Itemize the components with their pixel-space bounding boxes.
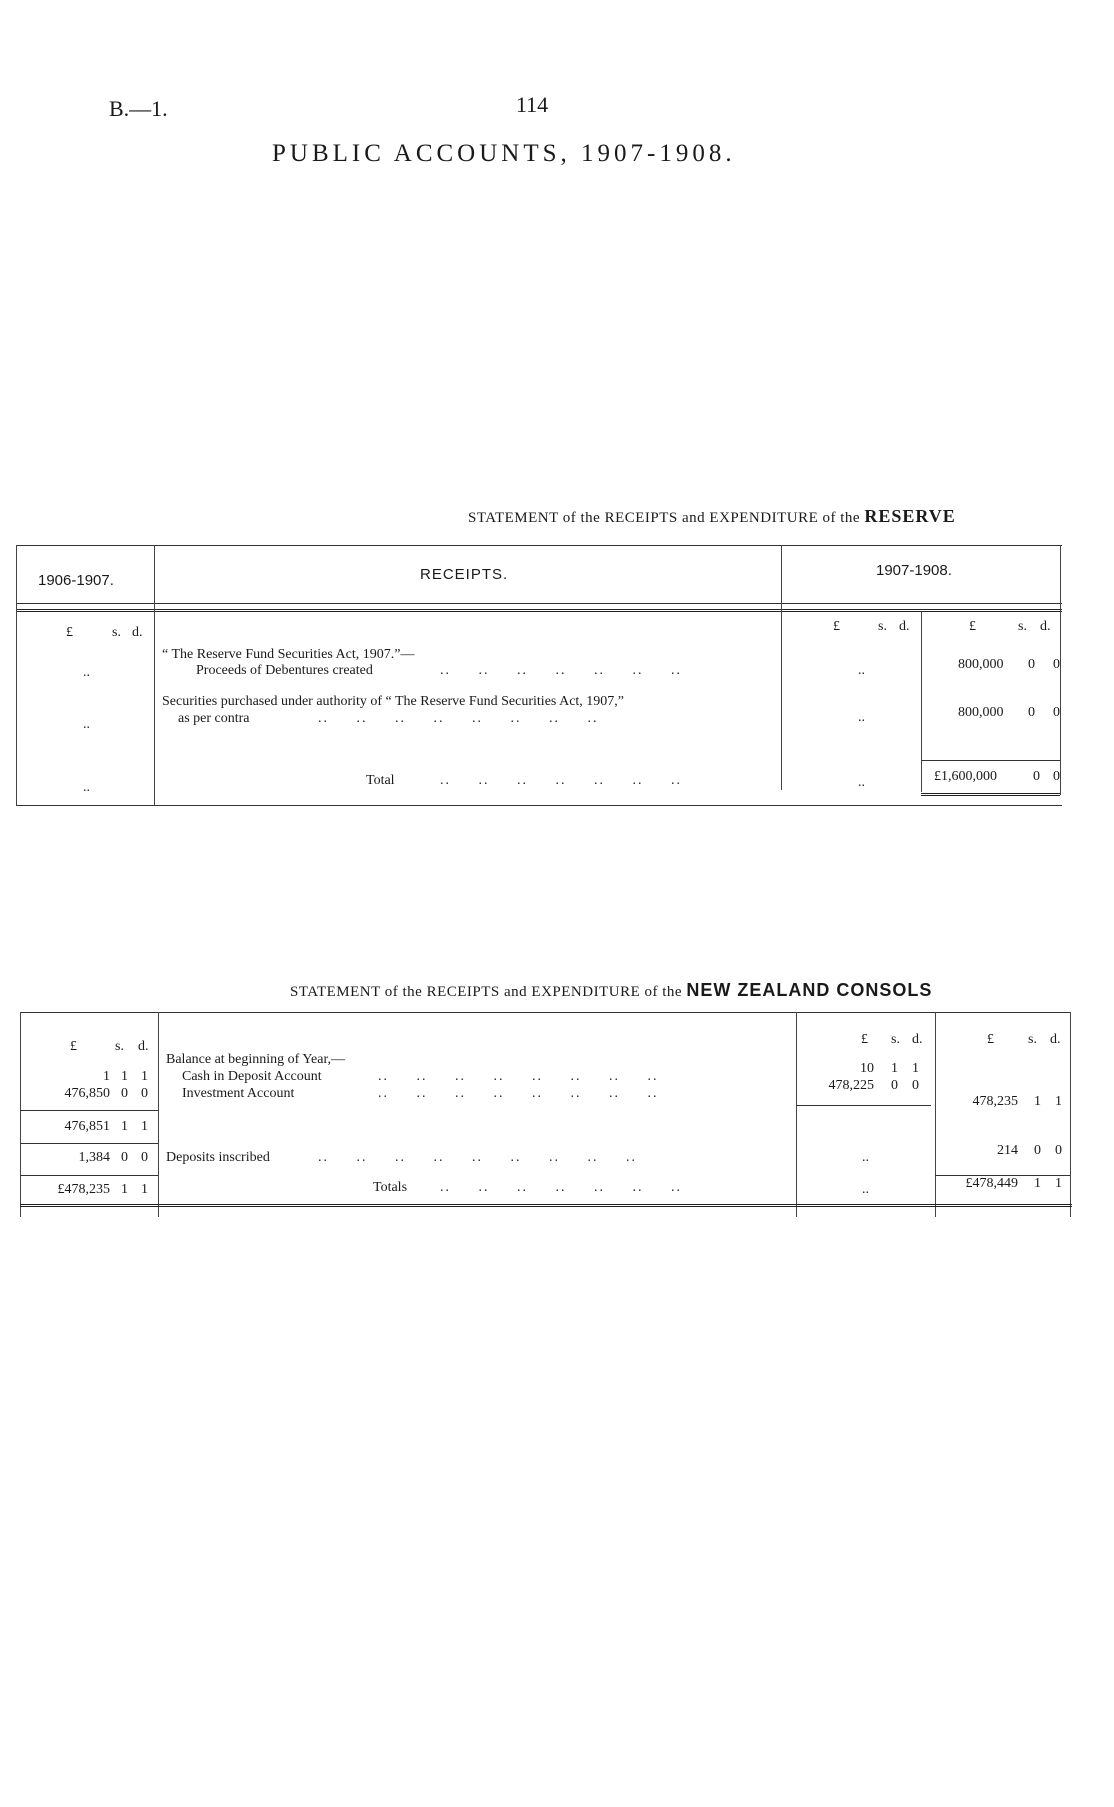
unit-shillings: s.: [891, 1032, 900, 1047]
rule: [796, 1105, 931, 1106]
prev-pence: 0: [141, 1086, 148, 1101]
rule: [20, 1012, 21, 1217]
prev-value: ..: [83, 665, 90, 680]
total-label: Total: [366, 773, 395, 788]
amount-pounds: 800,000: [958, 657, 1004, 672]
document-reference: B.—1.: [109, 96, 168, 121]
prev-pounds: 1,384: [78, 1150, 110, 1165]
rule: [921, 793, 1060, 796]
reserve-caption: [468, 506, 956, 527]
sub-value: ..: [858, 775, 865, 790]
rule: [20, 1143, 158, 1144]
rule: [16, 805, 1062, 806]
prev-shillings: 1: [121, 1182, 128, 1197]
unit-pence: d.: [138, 1039, 149, 1054]
prev-pence: 0: [141, 1150, 148, 1165]
curr-shillings: 1: [1034, 1094, 1041, 1109]
reserve-caption-prefix: STATEMENT of the RECEIPTS and EXPENDITURE of the: [468, 510, 861, 526]
sub-value: ..: [862, 1150, 869, 1165]
unit-pound: £: [969, 619, 976, 634]
rule: [921, 612, 922, 792]
amount-shillings: 0: [1028, 657, 1035, 672]
curr-pounds: 214: [997, 1143, 1018, 1158]
page-number: 114: [516, 92, 549, 117]
prev-shillings: 0: [121, 1086, 128, 1101]
prev-pounds: £478,235: [57, 1182, 110, 1197]
rule: [16, 603, 1062, 604]
prev-pence: 1: [141, 1119, 148, 1134]
leader-dots: .. .. .. .. .. .. .. .. ..: [318, 1150, 637, 1165]
curr-pounds: 10: [860, 1061, 874, 1076]
amount-pounds: 800,000: [958, 705, 1004, 720]
leader-dots: .. .. .. .. .. .. .. ..: [378, 1069, 659, 1084]
curr-shillings: 0: [1034, 1143, 1041, 1158]
unit-pound: £: [833, 619, 840, 634]
page-title: PUBLIC ACCOUNTS, 1907-1908.: [272, 140, 736, 167]
consols-caption-prefix: STATEMENT of the RECEIPTS and EXPENDITURE of the: [290, 984, 683, 1000]
unit-pence: d.: [1050, 1032, 1061, 1047]
leader-dots: .. .. .. .. .. .. .. ..: [378, 1086, 659, 1101]
leader-dots: .. .. .. .. .. .. ..: [440, 663, 682, 678]
prev-value: ..: [83, 717, 90, 732]
balance-label: Balance at beginning of Year,—: [166, 1052, 346, 1067]
cash-label: Cash in Deposit Account: [182, 1069, 322, 1084]
prev-pence: 1: [141, 1069, 148, 1084]
prev-pence: 1: [141, 1182, 148, 1197]
unit-pound: £: [861, 1032, 868, 1047]
reserve-col-curr-year: 1907-1908.: [876, 562, 952, 579]
rule: [781, 545, 782, 790]
curr-shillings: 1: [1034, 1176, 1041, 1191]
total-pounds: £1,600,000: [934, 769, 997, 784]
unit-pound: £: [66, 625, 73, 640]
amount-pence: 0: [1053, 657, 1060, 672]
curr-pence: 1: [1055, 1094, 1062, 1109]
prev-value: ..: [83, 780, 90, 795]
reserve-col-prev-year: 1906-1907.: [38, 572, 114, 589]
unit-shillings: s.: [115, 1039, 124, 1054]
total-shillings: 0: [1033, 769, 1040, 784]
curr-pence: 0: [912, 1078, 919, 1093]
reserve-col-receipts: RECEIPTS.: [420, 566, 509, 583]
curr-pounds: 478,225: [828, 1078, 874, 1093]
amount-shillings: 0: [1028, 705, 1035, 720]
rule: [20, 1175, 158, 1176]
consols-caption: [290, 980, 932, 1001]
reserve-caption-bold: RESERVE: [864, 506, 956, 526]
totals-label: Totals: [373, 1180, 408, 1195]
unit-shillings: s.: [878, 619, 887, 634]
leader-dots: .. .. .. .. .. .. ..: [440, 773, 682, 788]
rule: [1060, 545, 1061, 795]
rule: [796, 1012, 797, 1217]
unit-pence: d.: [912, 1032, 923, 1047]
rule: [20, 1204, 1072, 1207]
unit-shillings: s.: [1028, 1032, 1037, 1047]
prev-pounds: 476,850: [64, 1086, 110, 1101]
total-pence: 0: [1053, 769, 1060, 784]
receipt-item-label: Securities purchased under authority of “ The Reserve Fund Securities Act, 1907,”: [162, 694, 625, 709]
rule: [16, 609, 1062, 612]
curr-shillings: 0: [891, 1078, 898, 1093]
prev-shillings: 1: [121, 1119, 128, 1134]
unit-pound: £: [987, 1032, 994, 1047]
rule: [154, 545, 155, 805]
investment-label: Investment Account: [182, 1086, 295, 1101]
unit-pence: d.: [899, 619, 910, 634]
prev-pounds: 476,851: [64, 1119, 110, 1134]
rule: [20, 1012, 1070, 1013]
curr-pence: 0: [1055, 1143, 1062, 1158]
rule: [1070, 1012, 1071, 1217]
rule: [20, 1110, 158, 1111]
prev-shillings: 1: [121, 1069, 128, 1084]
rule: [16, 545, 1062, 546]
receipt-act-title: “ The Reserve Fund Securities Act, 1907.”—: [162, 647, 415, 662]
prev-pounds: 1: [103, 1069, 110, 1084]
curr-pence: 1: [1055, 1176, 1062, 1191]
prev-shillings: 0: [121, 1150, 128, 1165]
rule: [921, 760, 1060, 761]
curr-shillings: 1: [891, 1061, 898, 1076]
receipt-item-label: Proceeds of Debentures created: [196, 663, 373, 678]
unit-shillings: s.: [1018, 619, 1027, 634]
unit-pound: £: [70, 1039, 77, 1054]
unit-pence: d.: [1040, 619, 1051, 634]
deposits-label: Deposits inscribed: [166, 1150, 270, 1165]
consols-caption-bold: NEW ZEALAND CONSOLS: [686, 980, 933, 1000]
rule: [935, 1012, 936, 1217]
rule: [16, 545, 17, 805]
sub-value: ..: [858, 663, 865, 678]
curr-pounds: 478,235: [972, 1094, 1018, 1109]
unit-shillings: s.: [112, 625, 121, 640]
curr-pence: 1: [912, 1061, 919, 1076]
sub-value: ..: [862, 1182, 869, 1197]
unit-pence: d.: [132, 625, 143, 640]
leader-dots: .. .. .. .. .. .. .. ..: [318, 711, 599, 726]
rule: [158, 1012, 159, 1217]
leader-dots: .. .. .. .. .. .. ..: [440, 1180, 682, 1195]
amount-pence: 0: [1053, 705, 1060, 720]
curr-pounds: £478,449: [965, 1176, 1018, 1191]
sub-value: ..: [858, 710, 865, 725]
receipt-item-label-cont: as per contra: [178, 711, 250, 726]
